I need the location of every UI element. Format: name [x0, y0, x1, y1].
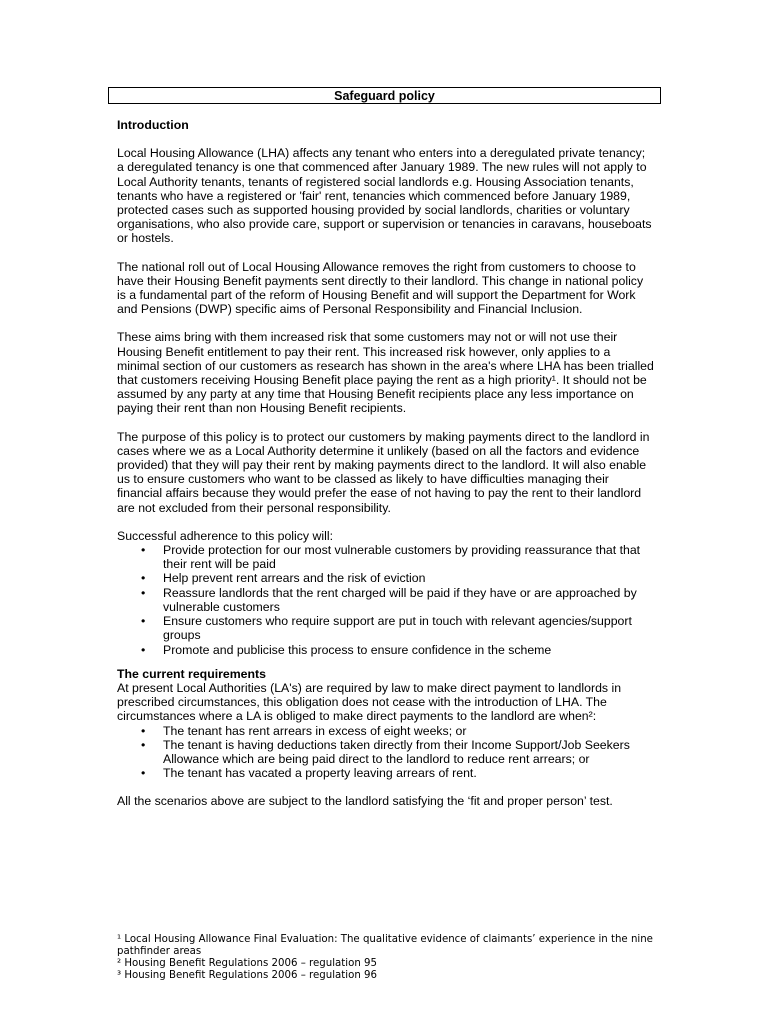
current-requirements-heading: The current requirements — [117, 666, 266, 681]
intro-paragraph-4: The purpose of this policy is to protect our customers by making payments direct to the landlord in cases where we as a Local Authority determine it unlikely (based on all the factors and evidence provided) that they will pay their rent by making payments direct to the landlord. It will also enable us to ensure customers who want to be classed as likely to have difficulties managing their financial affairs because they would prefer the ease of not having to pay the rent to their landlord are not excluded from their personal responsibility. — [117, 429, 650, 515]
page-title: Safeguard policy — [108, 87, 661, 104]
intro-paragraph-1: Local Housing Allowance (LHA) affects any tenant who enters into a deregulated private tenancy; a deregulated tenancy is one that commenced after January 1989. The new rules will not apply to Local Authority tenants, tenants of registered social landlords e.g. Housing Association tenants, tenants who have a registered or 'fair' rent, tenancies which commenced before January 1989, protected cases such as supported housing provided by social landlords, charities or voluntary organisations, who also provide care, support or supervision or tenancies in caravans, houseboats or hostels. — [117, 146, 652, 246]
intro-paragraph-2: The national roll out of Local Housing Allowance removes the right from customers to choose to have their Housing Benefit payments sent directly to their landlord. This change in national policy is a fundamental part of the reform of Housing Benefit and will support the Department for Work and Pensions (DWP) specific aims of Personal Responsibility and Financial Inclusion. — [117, 259, 644, 317]
intro-paragraph-5: Successful adherence to this policy will: — [117, 528, 333, 543]
list-item: • The tenant has rent arrears in excess of eight weeks; or — [141, 723, 467, 738]
current-requirements-paragraph: At present Local Authorities (LA's) are required by law to make direct payment to landlords in prescribed circumstances, this obligation does not cease with the introduction of LHA. The circumstances where a LA is obliged to make direct payments to the landlord are when²: — [117, 680, 622, 724]
requirements-list — [117, 724, 654, 781]
bullet-icon: • — [141, 585, 146, 600]
list-item: • Reassure landlords that the rent charged will be paid if they have or are approached by vulnerable customers — [141, 585, 637, 614]
list-item: • The tenant has vacated a property leaving arrears of rent. — [141, 766, 477, 781]
list-item: • Ensure customers who require support are put in touch with relevant agencies/support groups — [141, 614, 632, 643]
list-item: • The tenant is having deductions taken directly from their Income Support/Job Seekers Allowance which are being paid direct to the landlord to reduce rent arrears; or — [141, 737, 630, 766]
bullet-icon: • — [141, 642, 146, 657]
bullet-icon: • — [141, 737, 146, 752]
footnotes — [117, 934, 654, 982]
bullet-icon: • — [141, 571, 146, 586]
document-body — [117, 118, 654, 809]
bullet-icon: • — [141, 766, 146, 781]
footnote-1: ¹ Local Housing Allowance Final Evaluation: The qualitative evidence of claimants’ experience in the nine pathfinder areas — [117, 934, 653, 957]
footnote-3: ³ Housing Benefit Regulations 2006 – regulation 96 — [117, 970, 377, 981]
closing-paragraph: All the scenarios above are subject to the landlord satisfying the ‘fit and proper person’ test. — [117, 794, 613, 809]
bullet-icon: • — [141, 543, 146, 558]
list-item: • Provide protection for our most vulnerable customers by providing reassurance that that their rent will be paid — [141, 543, 641, 572]
list-item: • Promote and publicise this process to ensure confidence in the scheme — [141, 642, 552, 657]
introduction-heading: Introduction — [117, 118, 189, 132]
footnote-2: ² Housing Benefit Regulations 2006 – regulation 95 — [117, 958, 377, 969]
bullet-icon: • — [141, 614, 146, 629]
list-item: • Help prevent rent arrears and the risk of eviction — [141, 571, 426, 586]
intro-paragraph-3: These aims bring with them increased risk that some customers may not or will not use their Housing Benefit entitlement to pay their rent. This increased risk however, only applies to a minimal section of our customers as research has shown in the area's where LHA has been trialled that customers receiving Housing Benefit place paying the rent as a high priority¹. It should not be assumed by any party at any time that Housing Benefit recipients place any less importance on paying their rent than non Housing Benefit recipients. — [117, 330, 654, 416]
bullet-icon: • — [141, 723, 146, 738]
adherence-list — [117, 543, 654, 657]
